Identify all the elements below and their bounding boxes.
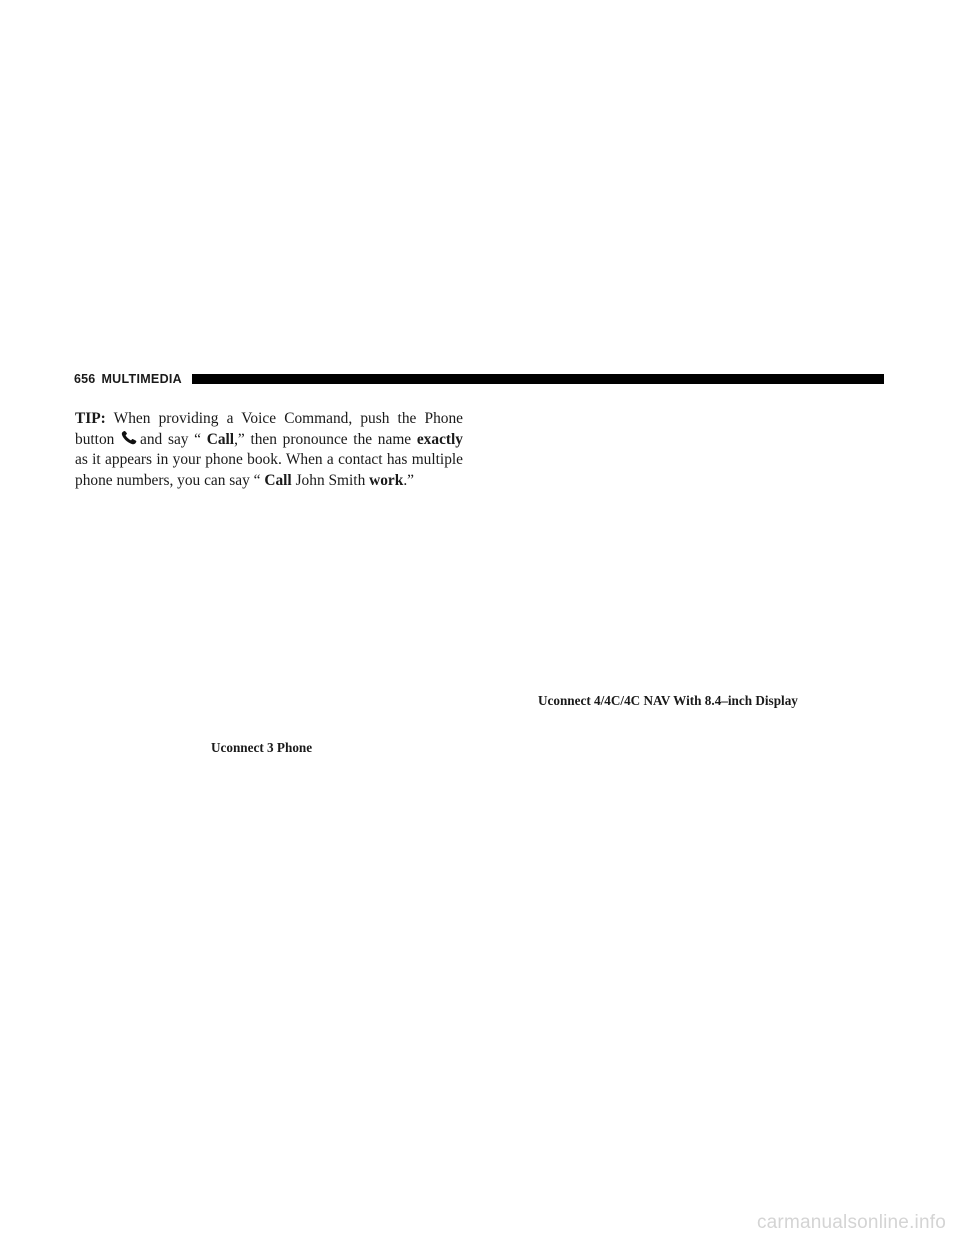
- tip-text-6: .”: [403, 471, 415, 489]
- tip-text-4: as it appears in your phone book. When a contact has multiple phone numbers, you can say “: [75, 451, 463, 489]
- page-header: [74, 371, 884, 387]
- exactly-keyword: exactly: [416, 430, 463, 448]
- section-title: MULTIMEDIA: [101, 372, 183, 386]
- watermark: carmanualsonline.info: [756, 1212, 946, 1233]
- tip-text-1: When providing a Voice Command, push the Phone button: [75, 410, 463, 448]
- figure-caption-uconnect-4: Uconnect 4/4C/4C NAV With 8.4–inch Display: [538, 693, 798, 708]
- page-number: 656: [74, 372, 96, 386]
- tip-paragraph: [75, 409, 463, 491]
- tip-text-2: and say “: [140, 430, 207, 448]
- figure-caption-uconnect-3: Uconnect 3 Phone: [211, 740, 313, 755]
- tip-text-5: John Smith: [291, 471, 370, 489]
- tip-label: TIP:: [75, 410, 106, 428]
- header-rule: [192, 374, 884, 384]
- call-keyword-2: Call: [264, 471, 292, 489]
- tip-text-3: ,” then pronounce the name: [234, 430, 417, 448]
- work-keyword: work: [369, 471, 404, 489]
- call-keyword: Call: [206, 430, 235, 448]
- phone-icon: [121, 431, 139, 445]
